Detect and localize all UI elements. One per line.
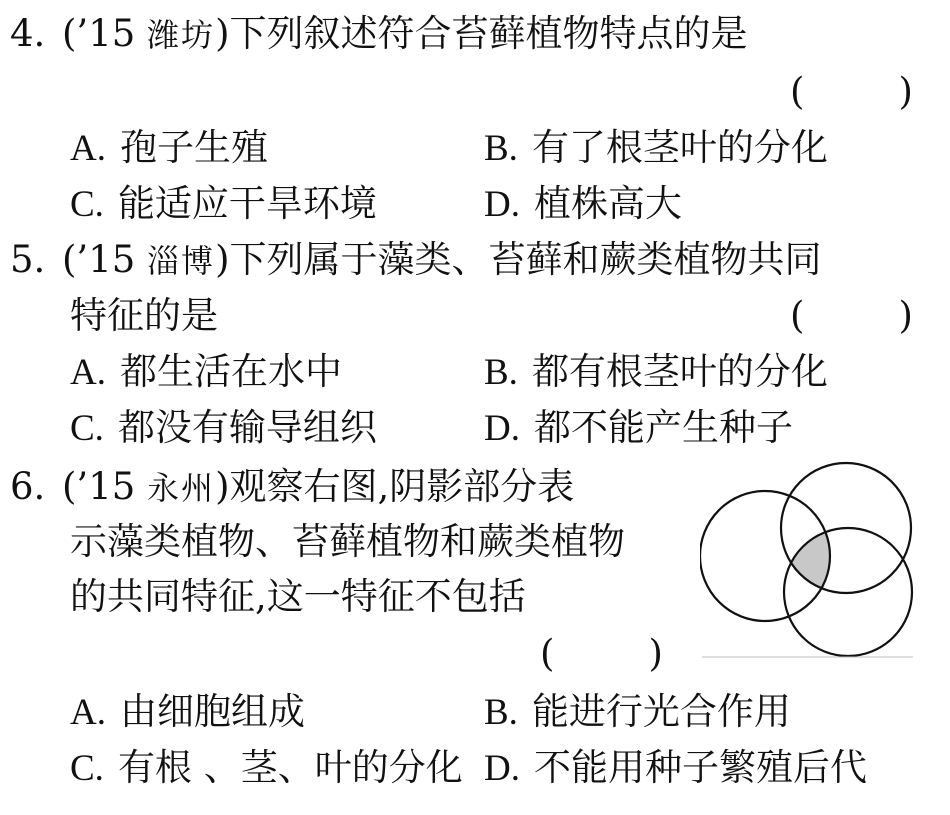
answer-blank[interactable]: ( ) (790, 294, 913, 337)
option-b[interactable]: B. 能进行光合作用 (484, 690, 791, 733)
option-a[interactable]: A. 都生活在水中 (70, 350, 342, 393)
source-label: 永州 (147, 469, 216, 507)
option-a[interactable]: A. 由细胞组成 (70, 690, 305, 733)
answer-blank[interactable]: ( ) (540, 632, 663, 675)
source-label: 潍坊 (147, 16, 216, 54)
source-label: 淄博 (147, 242, 216, 280)
question-number: 4. (10, 12, 46, 55)
question-stem: (’15 永州)观察右图,阴影部分表 (62, 465, 575, 508)
question-number: 6. (10, 465, 46, 508)
option-d[interactable]: D. 不能用种子繁殖后代 (484, 746, 867, 789)
option-c[interactable]: C. 有根 、茎、叶的分化 (70, 746, 463, 789)
option-a[interactable]: A. 孢子生殖 (70, 126, 268, 169)
option-c[interactable]: C. 能适应干旱环境 (70, 182, 377, 225)
answer-blank[interactable]: ( ) (790, 70, 913, 113)
question-stem: (’15 淄博)下列属于藻类、苔藓和蕨类植物共同 (62, 238, 822, 281)
option-b[interactable]: B. 都有根茎叶的分化 (484, 350, 828, 393)
question-number: 5. (10, 238, 46, 281)
venn-diagram (700, 460, 915, 660)
option-d[interactable]: D. 植株高大 (484, 182, 682, 225)
question-stem-line2: 特征的是 (70, 294, 218, 337)
option-b[interactable]: B. 有了根茎叶的分化 (484, 126, 828, 169)
question-stem-line2: 示藻类植物、苔藓植物和蕨类植物 (70, 520, 625, 563)
question-stem: (’15 潍坊)下列叙述符合苔藓植物特点的是 (62, 12, 748, 55)
option-d[interactable]: D. 都不能产生种子 (484, 406, 793, 449)
question-stem-line3: 的共同特征,这一特征不包括 (70, 575, 526, 618)
option-c[interactable]: C. 都没有输导组织 (70, 406, 377, 449)
